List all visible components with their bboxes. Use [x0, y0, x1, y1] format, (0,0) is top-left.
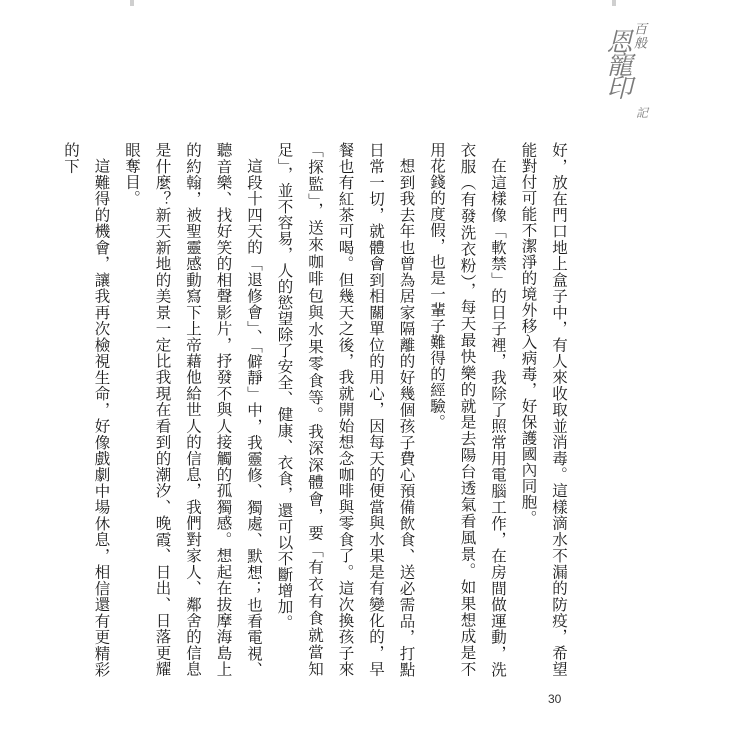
running-title-large: 恩寵印 [602, 28, 632, 97]
crop-mark-left [130, 0, 134, 6]
page-number: 30 [548, 692, 562, 706]
body-text [62, 142, 574, 677]
crop-mark-right [612, 0, 616, 6]
paragraph: 這難得的機會，讓我再次檢視生命，好像戲劇中場休息，相信還有更精彩的下 [62, 142, 111, 677]
paragraph-continued: 好，放在門口地上盒子中，有人來收取並消毒。這樣滴水不漏的防疫，希望能對付可能不潔淨的境外移入病毒，好保護國內同胞。 [519, 142, 568, 677]
running-title-small: 百般 [631, 22, 646, 50]
paragraph: 在這樣像「軟禁」的日子裡，我除了照常用電腦工作，在房間做運動，洗衣服（有發洗衣粉），每天最快樂的就是去陽台透氣看風景。如果想成是不用花錢的度假，也是一輩子難得的經驗。 [428, 142, 507, 677]
paragraph: 想到我去年也曾為居家隔離的好幾個孩子費心預備飲食、送必需品，打點日常一切，就體會到相關單位的用心，因每天的便當與水果是有變化的，早餐也有紅茶可喝。但幾天之後，我就開始想念咖啡與零食了。這次換孩子來「探監」，送來咖啡包與水果零食等。我深深體會，要「有衣有食就當知足」，並不容易，人的慾望除了安全、健康、衣食，還可以不斷增加。 [275, 142, 416, 677]
running-title-logo [578, 20, 648, 130]
paragraph: 這段十四天的「退修會」、「僻靜」中，我靈修、獨處、默想；也看電視、聽音樂、找好笑的相聲影片，抒發不與人接觸的孤獨感。想起在拔摩海島上的約翰，被聖靈感動寫下上帝藉他給世人的信息，我們對家人、鄰舍的信息是什麼？新天新地的美景一定比我現在看到的潮汐、晚霞、日出、日落更耀眼奪目。 [123, 142, 263, 677]
running-title-tail: 記 [635, 106, 648, 120]
